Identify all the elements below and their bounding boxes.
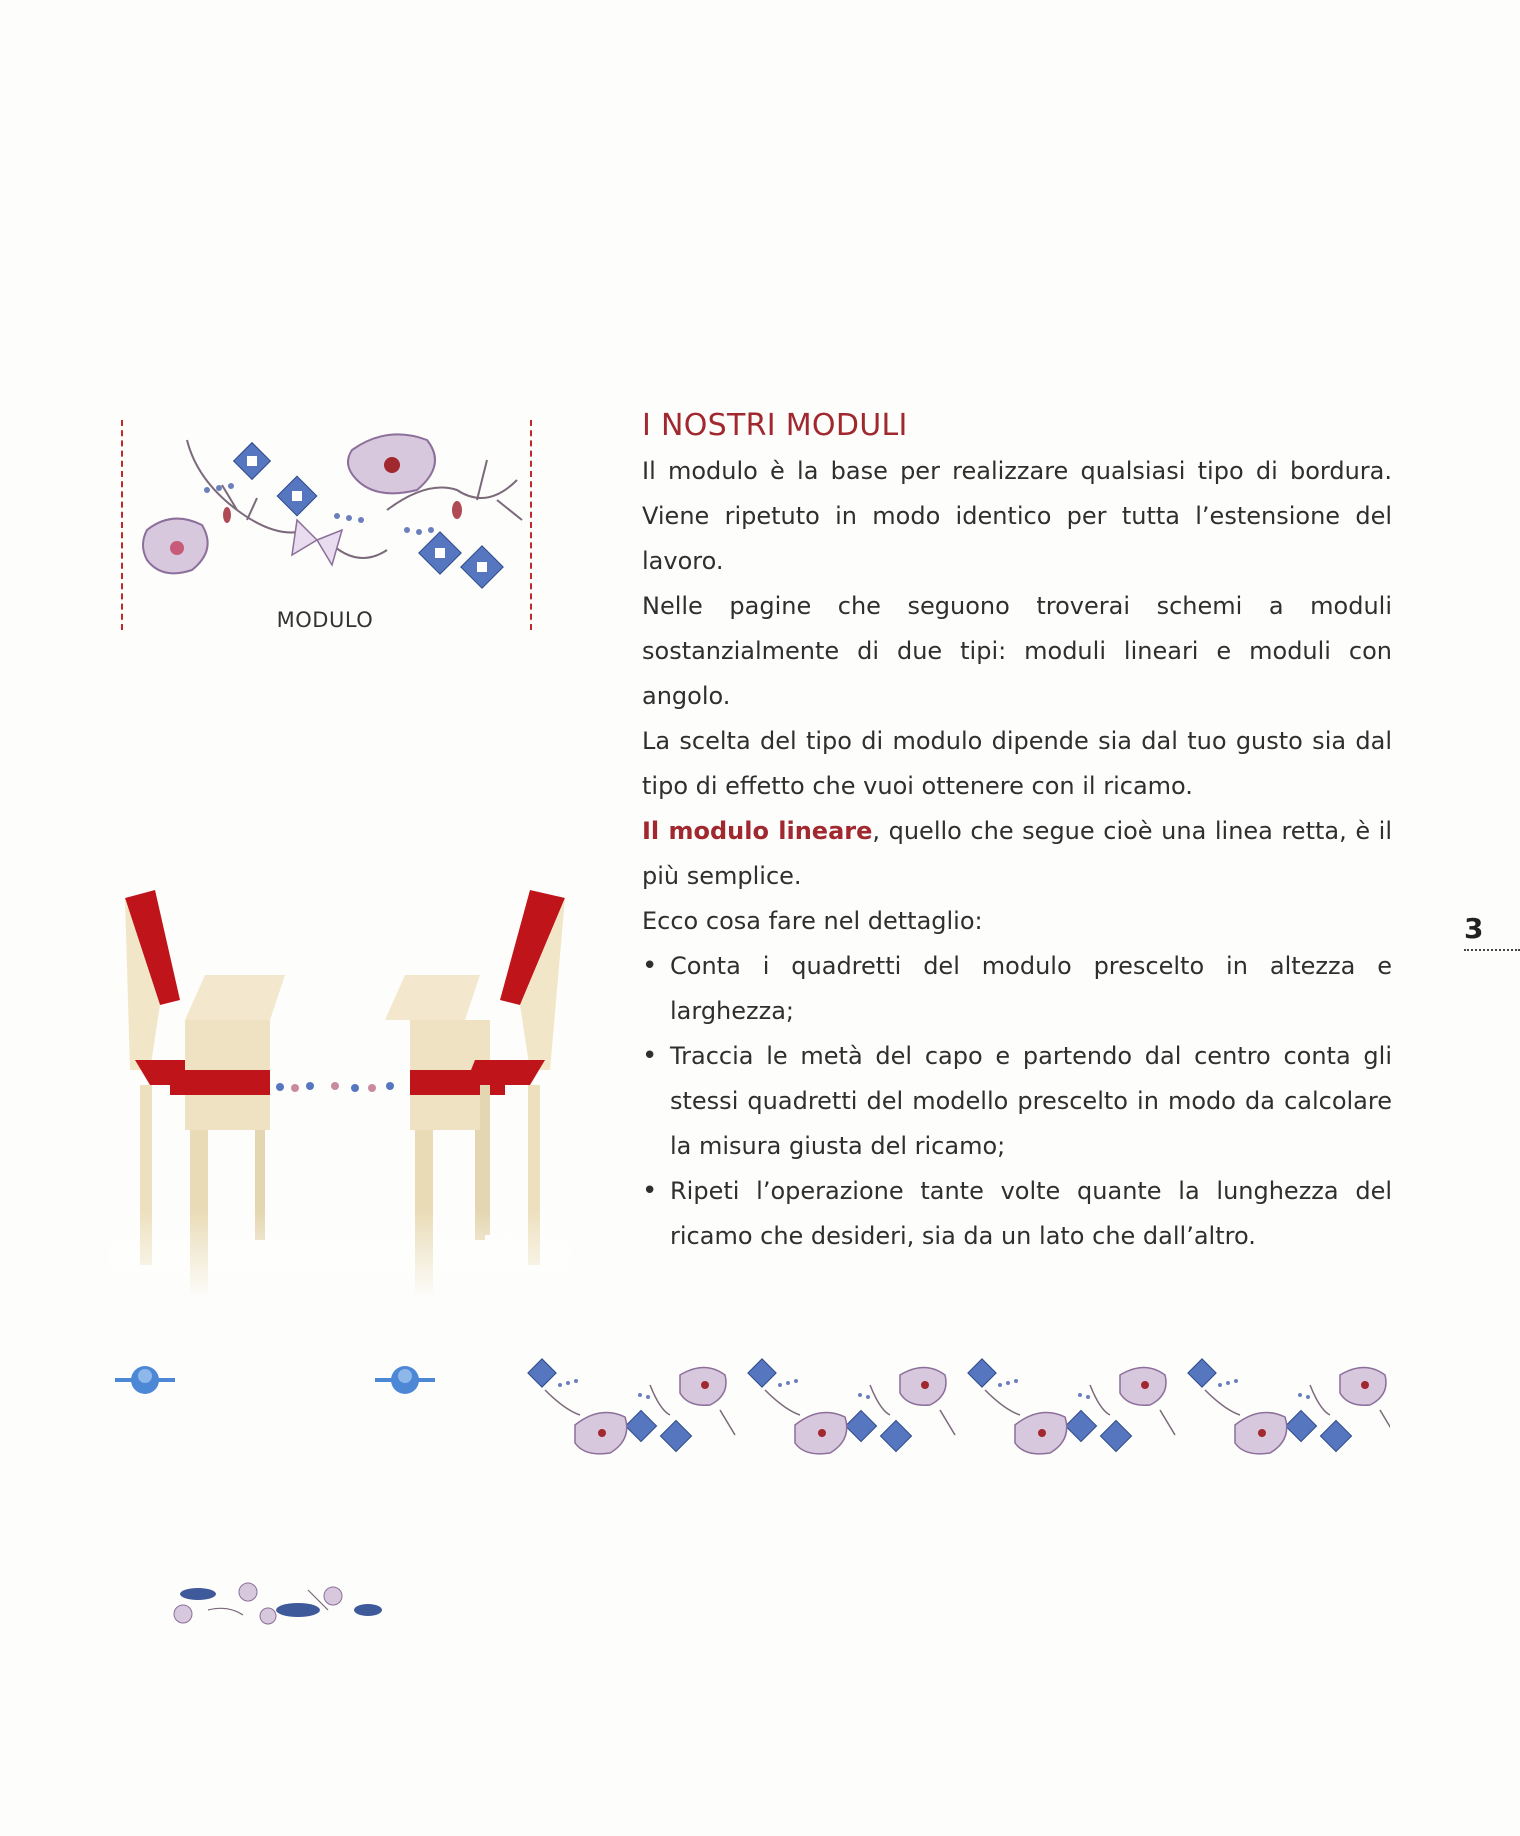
page-number-dots [1464,949,1520,951]
steps-list [642,944,1392,1259]
text-column [642,408,1392,1259]
module-sample [117,420,533,630]
paragraph-definition: Il modulo è la base per realizzare qualsiasi tipo di bordura. Viene ripetuto in modo identico per tutta l’estensione del lavoro. [642,457,1392,575]
peg-left-icon [115,1366,175,1394]
module-boundary-left [121,420,123,630]
step-item-3: • Ripeti l’operazione tante volte quante la lunghezza del ricamo che desideri, sia da un lato che dall’altro. [642,1169,1392,1259]
paragraph-steps-intro: Ecco cosa fare nel dettaglio: [642,907,983,935]
center-markers [115,1360,435,1400]
highlight-linear-module: Il modulo lineare [642,817,873,845]
table-chairs-illustration [110,880,570,1300]
module-boundary-right [530,420,532,630]
table-embroidery-strip [270,1080,410,1094]
paragraph-types: Nelle pagine che seguono troverai schemi a moduli sostanzialmente di due tipi: moduli lineari e moduli con angolo. [642,592,1392,710]
step-item-2: • Traccia le metà del capo e partendo dal centro conta gli stessi quadretti del modello prescelto in modo da calcolare la misura giusta del ricamo; [642,1034,1392,1169]
section-title: I NOSTRI MODULI [642,408,908,443]
page-number [1464,912,1520,951]
paragraph-linear-rest: , quello che segue cioè una linea retta, è il più semplice. [642,817,1393,890]
right-chair-seat [465,1060,545,1085]
table-runner-left [170,1070,270,1095]
step-item-1: • Conta i quadretti del modulo prescelto in altezza e larghezza; [642,944,1392,1034]
peg-right-icon [375,1366,435,1394]
table-top-left [185,975,285,1020]
module-embroidery-motif [127,420,527,600]
module-caption: MODULO [276,608,374,632]
small-border-sample [168,1580,388,1630]
paragraph-linear [642,809,1392,899]
page-number-value: 3 [1464,912,1484,945]
linear-border-pattern [510,1355,1390,1465]
paragraph-choice: La scelta del tipo di modulo dipende sia dal tuo gusto sia dal tipo di effetto che vuoi ottenere con il ricamo. [642,727,1392,800]
table-top-right [385,975,480,1020]
